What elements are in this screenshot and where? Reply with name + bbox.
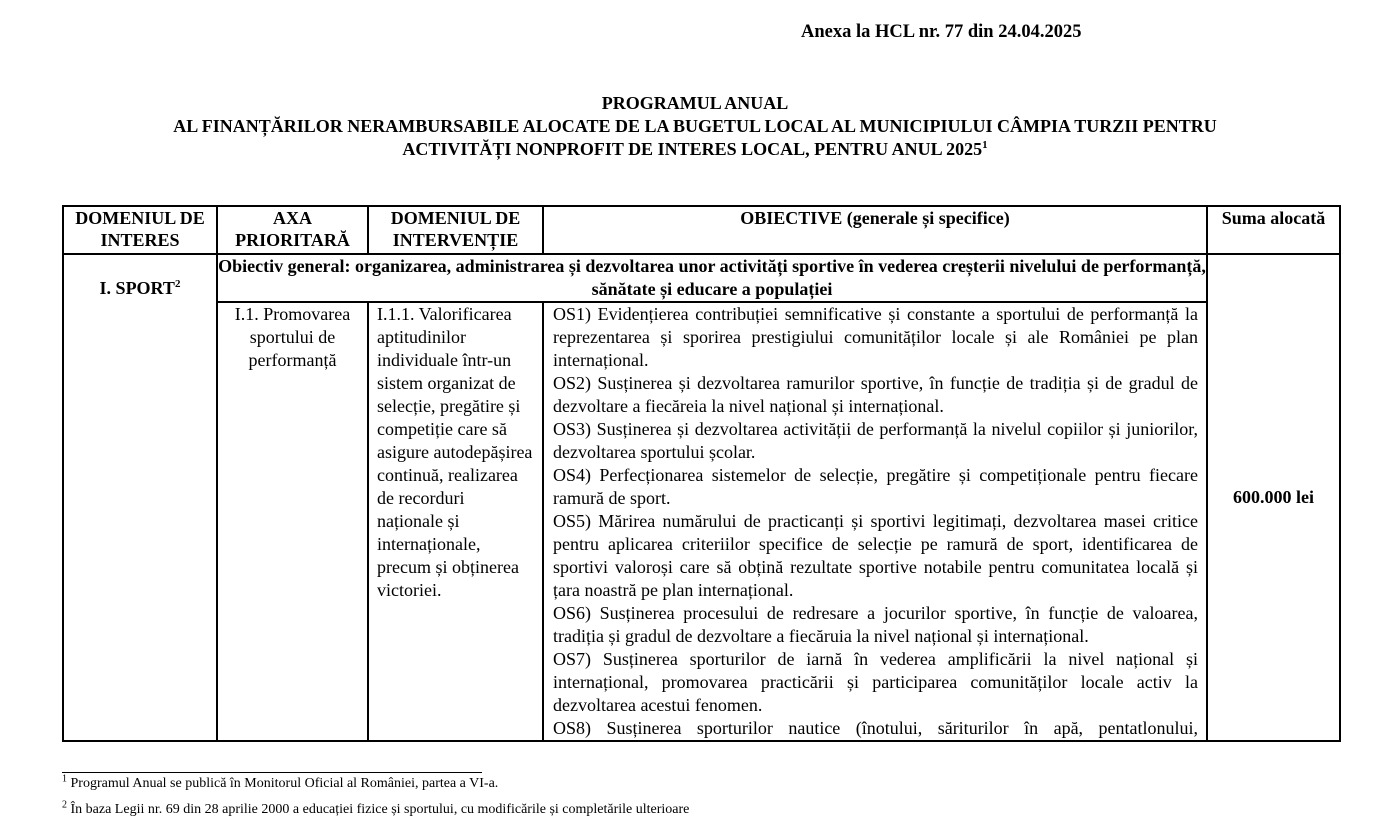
objective-os2: OS2) Susținerea și dezvoltarea ramurilor sportive, în funcție de tradiția și de gradul de dezvoltare a fiecăreia la nivel național și internațional. [553, 373, 1198, 416]
objective-os6: OS6) Susținerea procesului de redresare a jocurilor sportive, în funcție de valoarea, tradiția și gradul de dezvoltare a fiecăruia la nivel național și internațional. [553, 603, 1198, 646]
title-line-3 [0, 138, 1390, 161]
document-title [0, 92, 1390, 161]
footnote-divider [62, 772, 482, 773]
table-header-row [63, 206, 1340, 254]
objective-os8: OS8) Susținerea sporturilor nautice (înotului, săriturilor în apă, pentatlonului, [553, 718, 1198, 738]
footnote-2 [62, 799, 690, 818]
objective-os4: OS4) Perfecționarea sistemelor de selecție, pregătire și competiționale pentru fiecare ramură de sport. [553, 465, 1198, 508]
footnote-1-text: Programul Anual se publică în Monitorul Oficial al României, partea a VI-a. [70, 776, 499, 791]
table-row [63, 302, 1340, 741]
cell-domeniu-interventie: I.1.1. Valorificarea aptitudinilor individuale într-un sistem organizat de selecție, pregătire și competiție care să asigure autodepășirea continuă, realizarea de recorduri naționale și internaționale, precum și obținerea victoriei. [368, 302, 543, 741]
table-row [63, 254, 1340, 302]
funding-program-table [62, 205, 1341, 742]
header-obiective: OBIECTIVE (generale și specifice) [543, 206, 1207, 254]
cell-suma-alocata: 600.000 lei [1207, 254, 1340, 741]
footnote-mark-1: 1 [62, 773, 67, 785]
footnote-1 [62, 773, 499, 792]
objective-os5: OS5) Mărirea numărului de practicanți și sportivi legitimați, dezvoltarea masei critice pentru aplicarea criteriilor specifice de selecție pe ramură de sport, identificarea de sportivi valoroși care să obțină rezultate sportive notabile pentru comunitatea locală și țara noastră pe plan internațional. [553, 511, 1198, 600]
cell-obiective-specifice [543, 302, 1207, 741]
title-line-2: AL FINANȚĂRILOR NERAMBURSABILE ALOCATE DE LA BUGETUL LOCAL AL MUNICIPIULUI CÂMPIA TURZII PENTRU [173, 116, 1217, 136]
header-axa: AXA PRIORITARĂ [217, 206, 368, 254]
header-suma: Suma alocată [1207, 206, 1340, 254]
title-line-1: PROGRAMUL ANUAL [601, 93, 789, 113]
header-domeniul: DOMENIUL DE INTERES [63, 206, 217, 254]
annex-reference: Anexa la HCL nr. 77 din 24.04.2025 [801, 22, 1082, 42]
footnote-mark-2: 2 [62, 799, 67, 811]
objective-os3: OS3) Susținerea și dezvoltarea activității de performanță la nivelul copiilor și juniorilor, dezvoltarea sportului școlar. [553, 419, 1198, 462]
footnote-ref-2: 2 [174, 278, 181, 290]
header-domeniul-interventie: DOMENIUL DE INTERVENȚIE [368, 206, 543, 254]
footnote-ref-1: 1 [982, 139, 988, 151]
objective-os7: OS7) Susținerea sporturilor de iarnă în vederea amplificării la nivel național și internațional, promovarea practicării și participarea comunităților locale activ la dezvoltarea acestui fenomen. [553, 649, 1198, 715]
domeniu-label: I. SPORT [99, 278, 175, 298]
cell-axa-prioritara: I.1. Promovarea sportului de performanță [217, 302, 368, 741]
cell-domeniu [63, 254, 217, 741]
cell-obiectiv-general: Obiectiv general: organizarea, administrarea și dezvoltarea unor activități sportive în vederea creșterii nivelului de performanță, sănătate și educare a populației [217, 254, 1207, 302]
title-line-3-text: ACTIVITĂȚI NONPROFIT DE INTERES LOCAL, PENTRU ANUL 2025 [402, 139, 983, 159]
footnote-2-text: În baza Legii nr. 69 din 28 aprilie 2000 a educației fizice și sportului, cu modificările și completările ulterioare [70, 802, 690, 817]
objective-os1: OS1) Evidențierea contribuției semnificative și constante a sportului de performanță la reprezentarea și sporirea prestigiului comunităților locale și ale României pe plan internațional. [553, 304, 1198, 370]
